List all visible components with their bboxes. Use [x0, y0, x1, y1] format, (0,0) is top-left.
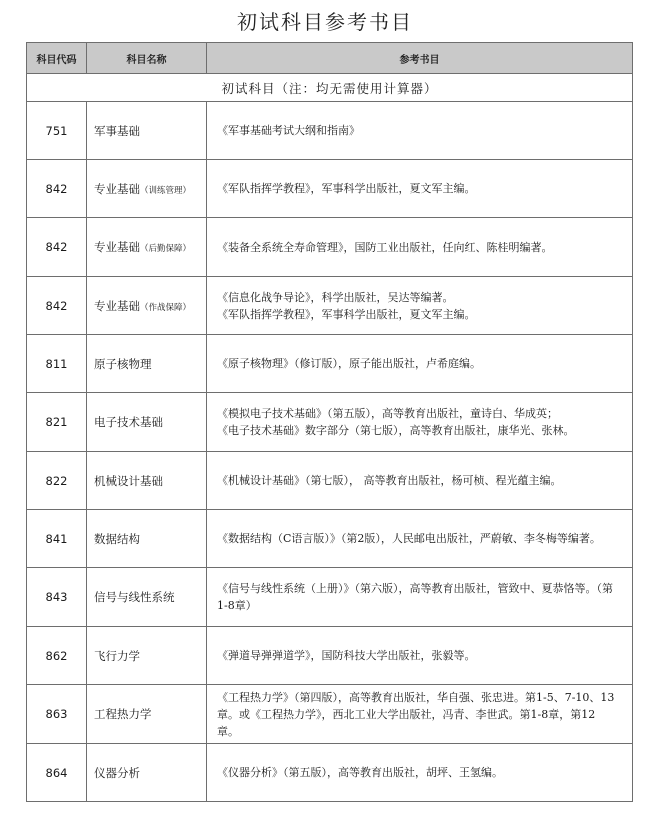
subject-code: 841: [27, 510, 87, 568]
subject-name-cell: [87, 685, 207, 744]
reference-line: 《弹道导弹弹道学》，国防科技大学出版社，张毅等。: [217, 649, 476, 662]
reference-line: 章。或《工程热力学》，西北工业大学出版社，冯青、李世武。第1-8章，第12: [217, 707, 596, 721]
reference-cell: [207, 452, 633, 510]
table-row: [27, 102, 633, 160]
subject-code: 842: [27, 218, 87, 277]
subject-code: 811: [27, 335, 87, 393]
reference-line: 《军队指挥学教程》，军事科学出版社，夏文军主编。: [217, 307, 476, 321]
subject-name: 机械设计基础: [94, 473, 163, 488]
page-title: 初试科目参考书目: [237, 10, 413, 34]
subject-name: 信号与线性系统: [94, 590, 175, 604]
reference-cell: [207, 627, 633, 685]
subject-name-cell: [87, 102, 207, 160]
reference-line: 《机械设计基础》（第七版）， 高等教育出版社，杨可桢、程光蕴主编。: [217, 474, 562, 487]
reference-line: 《数据结构（C语言版）》（第2版），人民邮电出版社，严蔚敏、李冬梅等编著。: [217, 532, 601, 545]
reference-line: 《原子核物理》（修订版），原子能出版社，卢希庭编。: [217, 357, 481, 370]
reference-cell: [207, 335, 633, 393]
subject-name-cell: [87, 510, 207, 568]
table-row: [27, 335, 633, 393]
table-row: [27, 685, 633, 744]
subject-code: 843: [27, 568, 87, 627]
table-row: [27, 160, 633, 218]
subject-name: 专业基础: [94, 181, 140, 196]
subject-code: 864: [27, 744, 87, 802]
subject-name: 飞行力学: [94, 648, 140, 663]
subject-name-note: （训练管理）: [140, 185, 192, 196]
subject-name: 军事基础: [94, 123, 140, 138]
reference-line: 《信号与线性系统（上册）》（第六版），高等教育出版社，管致中、夏恭恪等。（第: [217, 582, 613, 595]
reference-cell: [207, 218, 633, 277]
reference-line: 《仪器分析》（第五版），高等教育出版社，胡坪、王氢编。: [217, 766, 503, 779]
reference-line: 《模拟电子技术基础》（第五版），高等教育出版社，童诗白、华成英；: [217, 407, 558, 420]
reference-line: 《装备全系统全寿命管理》，国防工业出版社，任向红、陈桂明编著。: [217, 240, 553, 254]
header-refs: 参考书目: [207, 43, 633, 74]
subject-code: 821: [27, 393, 87, 452]
table-row: [27, 277, 633, 335]
reference-cell: [207, 102, 633, 160]
reference-cell: [207, 160, 633, 218]
reference-cell: [207, 744, 633, 802]
subject-code: 842: [27, 277, 87, 335]
reference-line: 《军事基础考试大纲和指南》: [217, 124, 360, 137]
subject-name-note: （作战保障）: [140, 302, 192, 313]
table-row: [27, 452, 633, 510]
reference-line: 《工程热力学》（第四版），高等教育出版社，华自强、张忠进。第1-5、7-10、13: [217, 690, 615, 704]
subject-name-cell: [87, 393, 207, 452]
reference-book-table: [26, 42, 633, 802]
subject-name-cell: [87, 218, 207, 277]
reference-cell: [207, 510, 633, 568]
subject-code: 751: [27, 102, 87, 160]
subject-name-cell: [87, 744, 207, 802]
section-row: [27, 74, 633, 102]
subject-name: 工程热力学: [94, 707, 152, 721]
table-body: [27, 74, 633, 802]
subject-code: 822: [27, 452, 87, 510]
subject-code: 863: [27, 685, 87, 744]
table-row: [27, 218, 633, 277]
subject-name: 专业基础: [94, 298, 140, 313]
subject-name: 仪器分析: [94, 765, 140, 780]
reference-line: 《电子技术基础》数字部分（第七版），高等教育出版社，康华光、张林。: [217, 424, 575, 437]
reference-cell: [207, 277, 633, 335]
subject-name: 数据结构: [94, 531, 140, 546]
subject-name-cell: [87, 627, 207, 685]
table-row: [27, 510, 633, 568]
table-row: [27, 627, 633, 685]
table-row: [27, 393, 633, 452]
table-row: [27, 568, 633, 627]
reference-line: 《信息化战争导论》，科学出版社，吴达等编著。: [217, 290, 454, 304]
subject-name-cell: [87, 160, 207, 218]
subject-name: 专业基础: [94, 240, 140, 254]
reference-line: 《军队指挥学教程》，军事科学出版社，夏文军主编。: [217, 182, 476, 195]
reference-cell: [207, 568, 633, 627]
subject-name-cell: [87, 568, 207, 627]
reference-line: 1-8章）: [217, 599, 257, 612]
reference-cell: [207, 393, 633, 452]
reference-line: 章。: [217, 724, 239, 738]
section-label: 初试科目（注：均无需使用计算器）: [27, 74, 633, 102]
subject-name-note: （后勤保障）: [140, 244, 192, 254]
header-code: 科目代码: [27, 43, 87, 74]
subject-name-cell: [87, 452, 207, 510]
subject-name: 电子技术基础: [94, 415, 163, 429]
table-header-row: [27, 43, 633, 74]
subject-name-cell: [87, 277, 207, 335]
table-row: [27, 744, 633, 802]
header-name: 科目名称: [87, 43, 207, 74]
reference-cell: [207, 685, 633, 744]
subject-code: 862: [27, 627, 87, 685]
subject-name-cell: [87, 335, 207, 393]
subject-name: 原子核物理: [94, 356, 152, 371]
subject-code: 842: [27, 160, 87, 218]
